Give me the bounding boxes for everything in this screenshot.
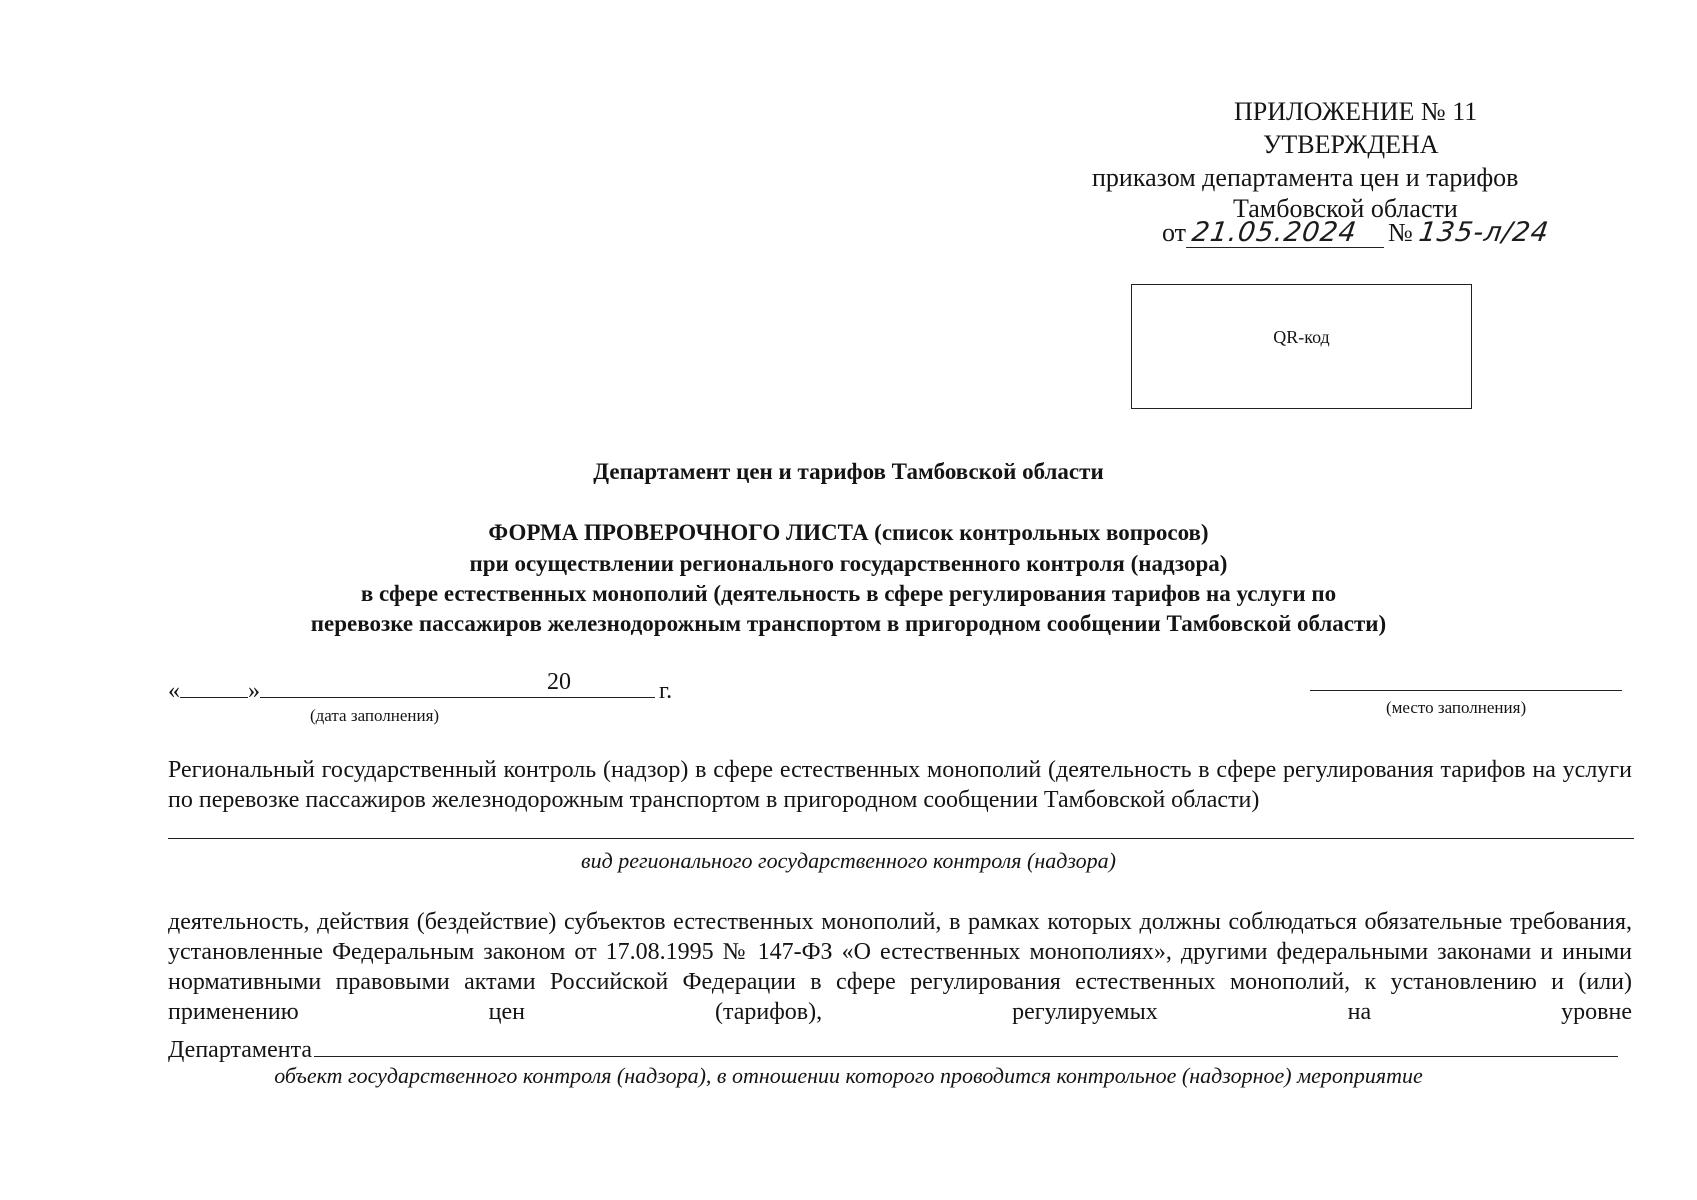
- order-issuer: приказом департамента цен и тарифов: [1092, 163, 1519, 192]
- form-title-line-4: перевозке пассажиров железнодорожным транспортом в пригородном сообщении Тамбовской области): [310, 611, 1387, 636]
- close-quote: »: [248, 678, 260, 704]
- control-object-caption: объект государственного контроля (надзора), в отношении которого проводится контрольное (надзорное) мероприятие: [274, 1063, 1423, 1088]
- order-date-number: [1160, 218, 1553, 248]
- month-year-blank: [260, 669, 655, 698]
- form-title-line-1: ФОРМА ПРОВЕРОЧНОГО ЛИСТА (список контрольных вопросов): [488, 520, 1209, 545]
- year-suffix: г.: [659, 678, 673, 704]
- place-caption: (место заполнения): [1386, 698, 1527, 717]
- department-blank: [314, 1032, 1618, 1057]
- approved-label: УТВЕРЖДЕНА: [1263, 130, 1439, 159]
- appendix-number: ПРИЛОЖЕНИЕ № 11: [1234, 97, 1478, 126]
- number-prefix: №: [1388, 218, 1413, 247]
- qr-code-placeholder: [1131, 284, 1472, 409]
- form-title-line-3: в сфере естественных монополий (деятельность в сфере регулирования тарифов на услуги по: [360, 581, 1337, 606]
- year-prefix: 20: [547, 669, 571, 695]
- control-type-underline: [168, 838, 1634, 839]
- control-object-text: деятельность, действия (бездействие) субъектов естественных монополий, в рамках которых должны соблюдаться обязательные требования, установленные Федеральным законом от 17.08.1995 № 147-ФЗ «О естественных монополиях», другими федеральными законами и иными нормативными правовыми актами Российской Федерации в сфере регулирования естественных монополий, к установлению и (или) применению цен (тарифов), регулируемых на уровне: [168, 909, 1632, 1025]
- control-type-text: Региональный государственный контроль (надзор) в сфере естественных монополий (деятельность в сфере регулирования тарифов на услуги по перевозке пассажиров железнодорожным транспортом в пригородном сообщении Тамбовской области): [168, 757, 1632, 813]
- handwritten-number: 135-л/24: [1416, 217, 1552, 248]
- day-blank: [180, 673, 248, 698]
- place-blank: [1310, 690, 1622, 691]
- form-title-line-2: при осуществлении регионального государственного контроля (надзора): [469, 551, 1228, 576]
- date-caption: (дата заполнения): [310, 706, 440, 725]
- date-prefix: от: [1162, 218, 1187, 247]
- control-type-caption: вид регионального государственного контроля (надзора): [581, 848, 1116, 873]
- department-word: Департамента: [168, 1037, 313, 1063]
- order-region: Тамбовской области: [1233, 194, 1458, 223]
- department-field: [168, 1032, 1618, 1064]
- fill-date-field: [168, 669, 673, 705]
- qr-code-label: QR-код: [1273, 327, 1330, 347]
- department-name: Департамент цен и тарифов Тамбовской области: [593, 459, 1104, 484]
- open-quote: «: [168, 678, 180, 704]
- handwritten-date: 21.05.2024: [1186, 219, 1388, 248]
